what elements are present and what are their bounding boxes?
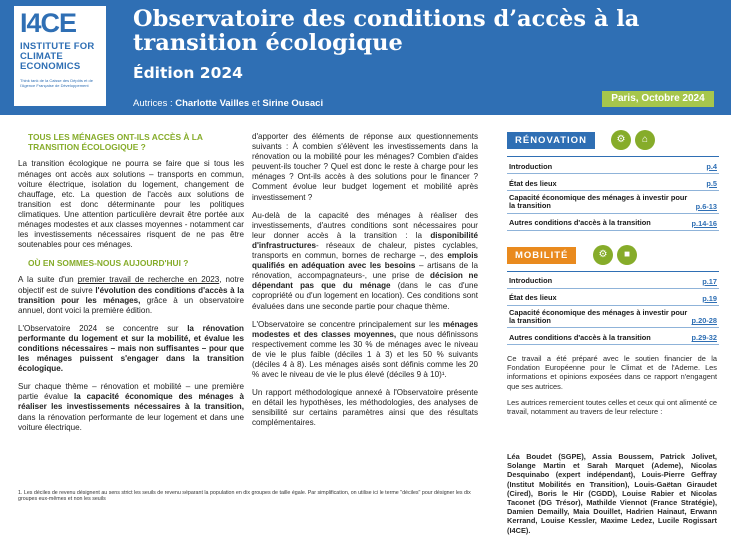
column-1 — [18, 132, 244, 441]
renovation-tag: RÉNOVATION — [507, 132, 595, 149]
toc-page-link[interactable]: p.5 — [706, 179, 717, 188]
text-span: (dans le cas d'une copropriété ou d'un logement en location). Ces conditions sont évaluées dans une seconde partie pour chaque thème. — [252, 281, 479, 311]
toc-label: Autres conditions d'accès à la transition — [509, 332, 651, 342]
edition-label: Édition 2024 — [133, 64, 243, 82]
column-2 — [252, 132, 478, 437]
authors-line — [133, 98, 323, 109]
toc-page-link[interactable]: p.19 — [702, 293, 717, 303]
page-title: Observatoire des conditions d’accès à la transition écologique — [133, 6, 640, 56]
text-span: L'Observatoire 2024 se concentre sur — [18, 323, 188, 333]
authors-and: et — [249, 98, 263, 109]
logo-mark: I4CE — [20, 8, 77, 38]
text-span: grâce à un observatoire annuel, dont voici la première édition. — [18, 295, 244, 315]
toc-label: Capacité économique des ménages à investir pour la transition — [509, 307, 688, 325]
renovation-toc — [507, 156, 719, 231]
logo-line-3: ECONOMICS — [20, 61, 81, 72]
footnote: 1. Les déciles de revenu désignent au sens strict les seuils de revenu séparant la population en dix groupes de taille égale. Par simplification, on utilise ici le terme "déciles" pour désigner les dix groupes eux-mêmes et non les seuils — [18, 490, 471, 503]
text-span: – artisans de la rénovation, accompagnateurs-, une prise de — [252, 261, 478, 281]
header-band — [0, 0, 731, 115]
thanks-intro: Les autrices remercient toutes celles et ceux qui ont alimenté ce travail, notamment au travers de leur relecture : — [507, 398, 717, 417]
paragraph-questions: d'apporter des éléments de réponse aux questionnements suivants : À combien s'élèvent les investissements dans la rénovation ou la mobilité pour les ménages? Combien d'aides peuvent-ils toucher ? Quel est donc le reste à charge pour les ménages ? Ont-ils accès à des solutions pour le financer ? Comment évolue leur budget logement et mobilité après investissement ? — [252, 132, 478, 202]
toc-row[interactable] — [507, 289, 719, 306]
paragraph-households — [252, 320, 478, 381]
text-span: A la suite d'un — [18, 275, 78, 285]
toc-row[interactable] — [507, 272, 719, 289]
car-icon: ⚙ — [593, 245, 613, 265]
toc-row[interactable] — [507, 157, 719, 174]
toc-row[interactable] — [507, 328, 719, 345]
date-badge: Paris, Octobre 2024 — [602, 91, 714, 107]
mobilite-toc — [507, 271, 719, 346]
toc-row[interactable] — [507, 174, 719, 191]
bus-icon: ■ — [617, 245, 637, 265]
bold-span: emplois qualifiés en adéquation avec les besoins — [252, 251, 478, 271]
bold-span: la rénovation performante du logement et sur la mobilité, et évalue les conditions nécessaires – mais non suffisantes – pour que les ménages puissent s'engager dans la transition écologique. — [18, 323, 245, 374]
text-span: Au-delà de la capacité des ménages à réaliser des investissements, d'autres conditions sont nécessaires pour leur donner accès à la transition : la — [252, 210, 478, 240]
logo-tagline: Think tank de la Caisse des Dépôts et de l'Agence Française de Développement — [20, 78, 93, 88]
thanks-names-text: Léa Boudet (SGPE), Assia Boussem, Patrick Jolivet, Solange Martin et Sarah Marquet (Ademe), Nicolas Desquinabo (expert indépendant), Louis-Pierre Geffray (Institut Mobilités en Transition), Louis-Gaëtan Giraudet (Cired), Boris le Hir (CGDD), Louise Rabier et Nicolas Taconet (DG Trésor), Mathilde Viennot (France Stratégie), Damien Demailly, Maia Douillet, Hadrien Hainaut, Erwann Kerrand, Louise Kessler, Maxime Ledez, Lucile Rogissart (I4CE). — [507, 452, 717, 535]
bold-span: l'évolution des conditions d'accès à la transition pour les ménages, — [18, 285, 244, 305]
toc-label: Capacité économique des ménages à investir pour la transition — [509, 193, 688, 211]
text-span: Sur chaque thème – rénovation et mobilité – une première partie évalue — [18, 382, 244, 402]
logo-line-2: CLIMATE — [20, 51, 63, 62]
authors-prefix: Autrices : — [133, 98, 176, 109]
logo-line-1: INSTITUTE FOR — [20, 41, 95, 52]
paragraph-themes — [18, 382, 244, 432]
toc-label: État des lieux — [509, 293, 557, 303]
toc-label: Introduction — [509, 161, 553, 171]
toc-panel — [503, 130, 721, 345]
text-span: L'Observatoire se concentre principalement sur les — [252, 319, 443, 329]
mobilite-header — [503, 245, 721, 267]
toc-page-link[interactable]: p.20-28 — [691, 316, 717, 326]
toc-row[interactable] — [507, 191, 719, 214]
mobilite-tag: MOBILITÉ — [507, 247, 576, 264]
section-heading-status: OÙ EN SOMMES-NOUS AUJOURD'HUI ? — [28, 258, 189, 269]
renovation-header — [503, 130, 721, 152]
bold-span: disponibilité d'infrastructures — [252, 230, 478, 250]
toc-page-link[interactable]: p.14-16 — [691, 218, 717, 228]
toc-label: État des lieux — [509, 178, 557, 188]
toc-page-link[interactable]: p.4 — [706, 162, 717, 171]
thanks-names — [507, 452, 717, 535]
paragraph-intro: La transition écologique ne pourra se faire que si tous les ménages ont accès aux solutions – transports en commun, voiture électrique, isolation du logement, changement de chauffage, etc. La question de l'accès aux solutions de transition est donc déterminante pour les politiques climatiques. Une attention particulière devrait être portée aux ménages modestes et aux classes moyennes - notamment car les investissements nécessaires risquent de ne pas être soutenables pour ces ménages. — [18, 159, 244, 250]
house-icon: ⌂ — [635, 130, 655, 150]
funding-note: Ce travail a été préparé avec le soutien financier de la Fondation Européenne pour le Climat et de l'Ademe. Les informations et opinions exposées dans ce rapport n'engagent que ses autrices. — [507, 354, 717, 391]
research-link[interactable]: premier travail de recherche en 2023 — [77, 275, 220, 285]
bold-span: décision ne dépendant pas que du ménage — [252, 271, 479, 291]
text-span: - réseaux de chaleur, pistes cyclables, transports en commun, bornes de recharge –, des — [252, 240, 478, 261]
paragraph-focus — [18, 324, 244, 374]
i4ce-logo — [14, 6, 106, 106]
bold-span: la capacité économique des ménages à réaliser les investissements nécessaires à la transition, — [18, 392, 244, 412]
section-heading-access: TOUS LES MÉNAGES ONT-ILS ACCÈS À LA TRANSITION ÉCOLOGIQUE ? — [28, 132, 203, 153]
author-1: Charlotte Vailles — [175, 98, 250, 109]
paragraph-followup — [18, 275, 244, 315]
toc-page-link[interactable]: p.6-13 — [695, 201, 717, 211]
text-span: que nous définissons respectivement comme les 30 % de ménages avec le niveau de vie le plus faible (déciles 1 à 3) et les 50 % suivants (déciles 4 à 8). Les ménages aisés sont définis comme les 20 % avec le niveau de vie le plus élevé (déciles 9 à 10)¹. — [252, 329, 478, 380]
renovation-icon: ⚙ — [611, 130, 631, 150]
paragraph-method: Un rapport méthodologique annexé à l'Observatoire présente en détail les hypothèses, les méthodologies, des analyses de sensibilité sur certains paramètres ainsi que des résultats complémentaires. — [252, 388, 478, 428]
toc-page-link[interactable]: p.17 — [702, 276, 717, 286]
text-span: , notre objectif est de suivre — [18, 275, 244, 295]
bold-span: ménages modestes et des classes moyennes, — [252, 319, 478, 339]
toc-row[interactable] — [507, 214, 719, 231]
toc-row[interactable] — [507, 306, 719, 329]
toc-page-link[interactable]: p.29-32 — [691, 333, 717, 343]
text-span: dans la rénovation performante de leur logement et dans une voiture électrique. — [18, 412, 244, 432]
toc-label: Introduction — [509, 276, 553, 286]
author-2: Sirine Ousaci — [262, 98, 324, 109]
paragraph-conditions — [252, 211, 478, 312]
toc-label: Autres conditions d'accès à la transition — [509, 218, 651, 228]
